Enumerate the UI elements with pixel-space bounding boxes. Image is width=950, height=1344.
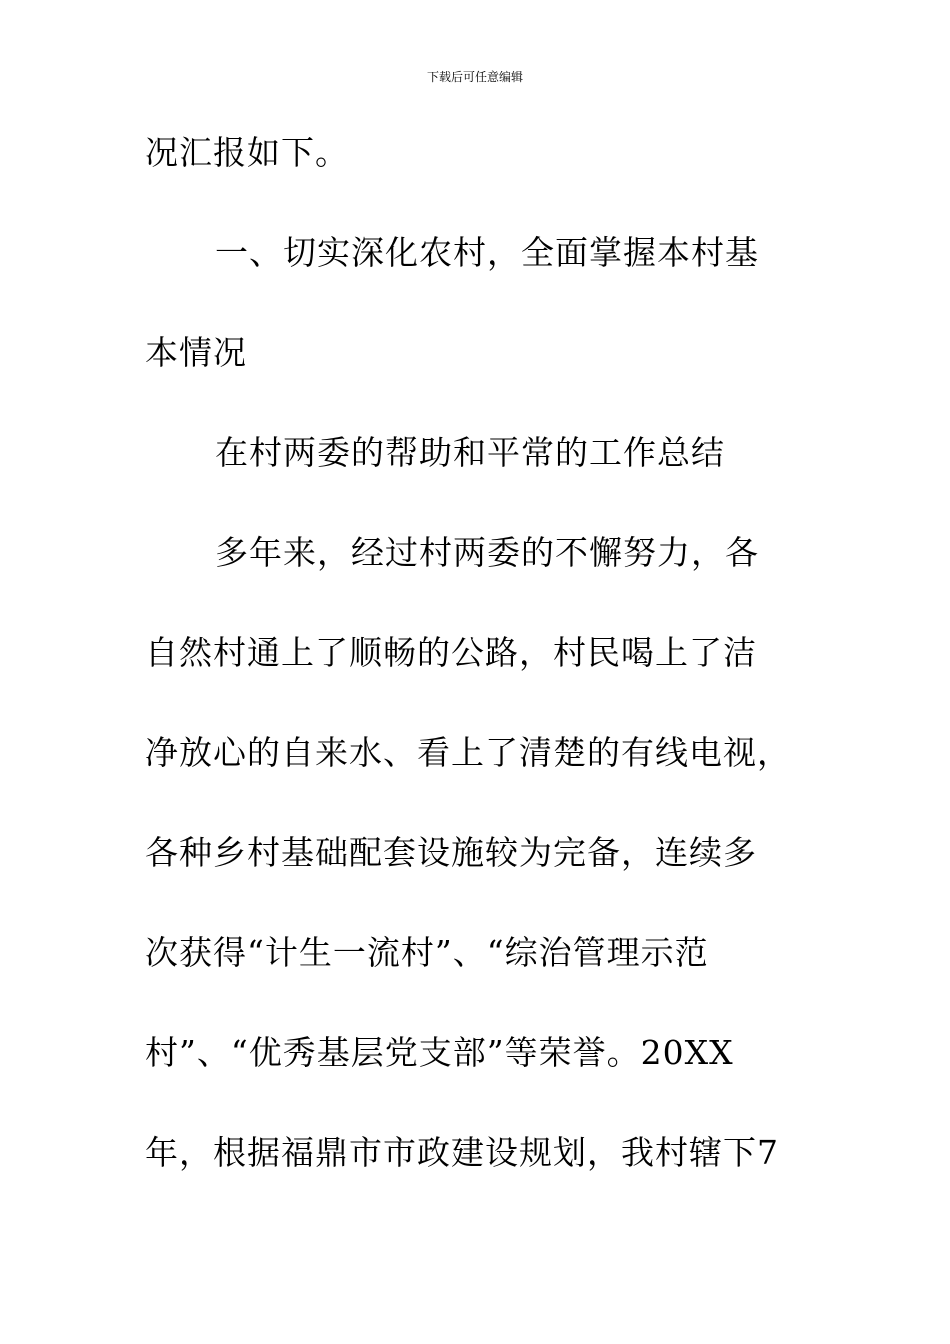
text-line: 净放心的自来水、看上了清楚的有线电视，: [145, 733, 791, 772]
text-line: 村”、“优秀基层党支部”等荣誉。20XX: [145, 1033, 734, 1072]
text-line: 各种乡村基础配套设施较为完备，连续多: [145, 833, 757, 872]
header-note: 下载后可任意编辑: [426, 70, 523, 84]
text-line: 多年来，经过村两委的不懈努力，各: [215, 533, 759, 572]
text-line: 在村两委的帮助和平常的工作总结: [215, 433, 725, 472]
text-line: 自然村通上了顺畅的公路，村民喝上了洁: [145, 633, 757, 672]
section-heading-line: 一、切实深化农村，全面掌握本村基: [215, 233, 759, 272]
text-line: 况汇报如下。: [145, 133, 349, 172]
text-line: 年，根据福鼎市市政建设规划，我村辖下7: [145, 1133, 779, 1172]
text-line: 次获得“计生一流村”、“综治管理示范: [145, 933, 709, 972]
section-heading-line: 本情况: [145, 333, 247, 372]
